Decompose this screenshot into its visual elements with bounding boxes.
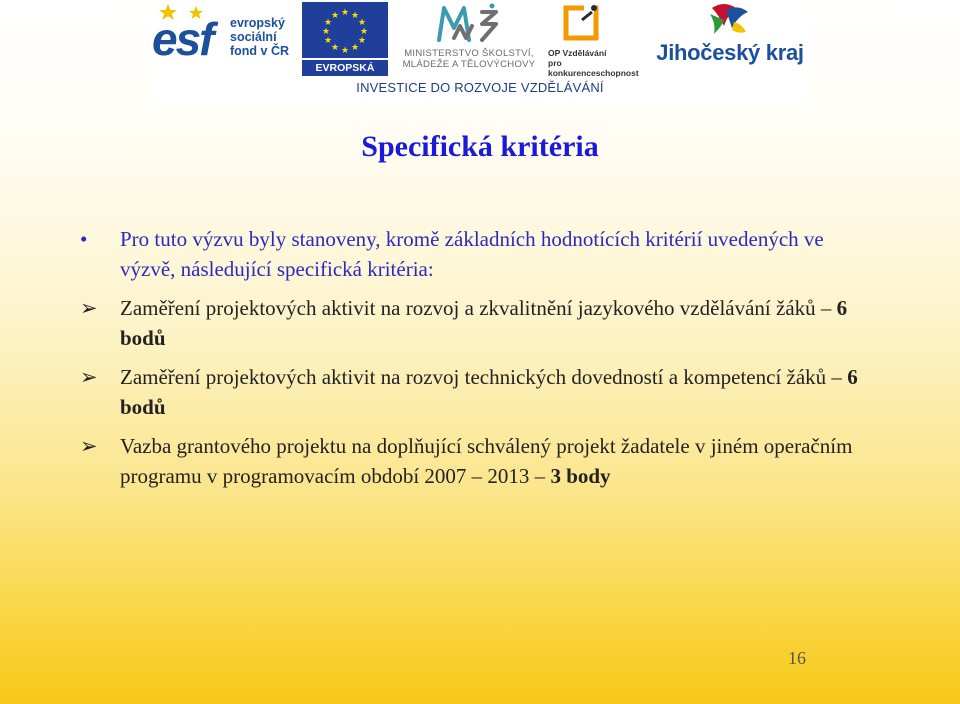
list-item-points: 6 bodů xyxy=(120,296,848,350)
svg-text:★: ★ xyxy=(330,43,340,53)
list-item-text: Vazba grantového projektu na doplňující schválený projekt žadatele v jiném operačním programu v programovacím období 2007 – 2013 – xyxy=(120,434,853,488)
criteria-list xyxy=(80,224,880,500)
jihocesky-kraj-logo xyxy=(652,0,808,76)
slide-title: Specifická kritéria xyxy=(361,130,599,163)
eu-label: EVROPSKÁ UNIE xyxy=(302,60,388,76)
investice-tagline: INVESTICE DO ROZVOJE VZDĚLÁVÁNÍ xyxy=(356,80,604,95)
list-item-text: Zaměření projektových aktivit na rozvoj technických dovedností a kompetencí žáků – xyxy=(120,365,848,389)
list-item xyxy=(80,224,880,284)
bullet-dot-icon: • xyxy=(80,227,88,251)
jihocesky-kraj-text: Jihočeský kraj xyxy=(656,40,804,65)
list-item-text: Pro tuto výzvu byly stanoveny, kromě základních hodnotících kritérií uvedených ve výzvě, následující specifická kritéria: xyxy=(120,227,824,281)
list-item-text: Zaměření projektových aktivit na rozvoj a zkvalitnění jazykového vzdělávání žáků – xyxy=(120,296,837,320)
arrowhead-icon: ➢ xyxy=(80,365,98,389)
esf-fond-text: evropský sociální fond v ČR xyxy=(230,16,290,58)
slide-number: 16 xyxy=(788,648,806,668)
svg-text:★: ★ xyxy=(357,18,367,28)
eu-stars-icon xyxy=(302,2,388,58)
svg-text:★: ★ xyxy=(323,18,333,28)
svg-text:★: ★ xyxy=(340,46,350,56)
op-text: OP Vzdělávání pro konkurenceschopnost xyxy=(548,48,639,78)
list-item xyxy=(80,431,880,491)
eu-flag-icon xyxy=(302,2,388,58)
svg-text:★: ★ xyxy=(321,27,331,37)
eu-logo xyxy=(302,2,388,90)
esf-word: esf xyxy=(152,13,213,65)
svg-text:★: ★ xyxy=(350,43,360,53)
esf-logo xyxy=(152,2,294,76)
svg-text:★: ★ xyxy=(350,11,360,21)
svg-text:★: ★ xyxy=(359,27,369,37)
jihocesky-emblem-icon xyxy=(652,0,808,40)
arrowhead-icon: ➢ xyxy=(80,296,98,320)
op-logo xyxy=(548,2,644,78)
msmt-logo xyxy=(394,0,544,76)
msmt-text: MINISTERSTVO ŠKOLSTVÍ, MLÁDEŽE A TĚLOVÝCHOVY xyxy=(402,48,536,70)
list-item xyxy=(80,293,880,353)
op-emblem-icon xyxy=(548,2,644,46)
list-item-points: 6 bodů xyxy=(120,365,858,419)
msmt-emblem-icon xyxy=(394,0,544,46)
svg-text:★: ★ xyxy=(323,36,333,46)
arrowhead-icon: ➢ xyxy=(80,434,98,458)
svg-text:★: ★ xyxy=(340,8,350,18)
svg-text:★: ★ xyxy=(330,11,340,21)
list-item xyxy=(80,362,880,422)
list-item-points: 3 body xyxy=(550,464,611,488)
svg-text:★: ★ xyxy=(357,36,367,46)
logo-bar xyxy=(152,0,808,102)
